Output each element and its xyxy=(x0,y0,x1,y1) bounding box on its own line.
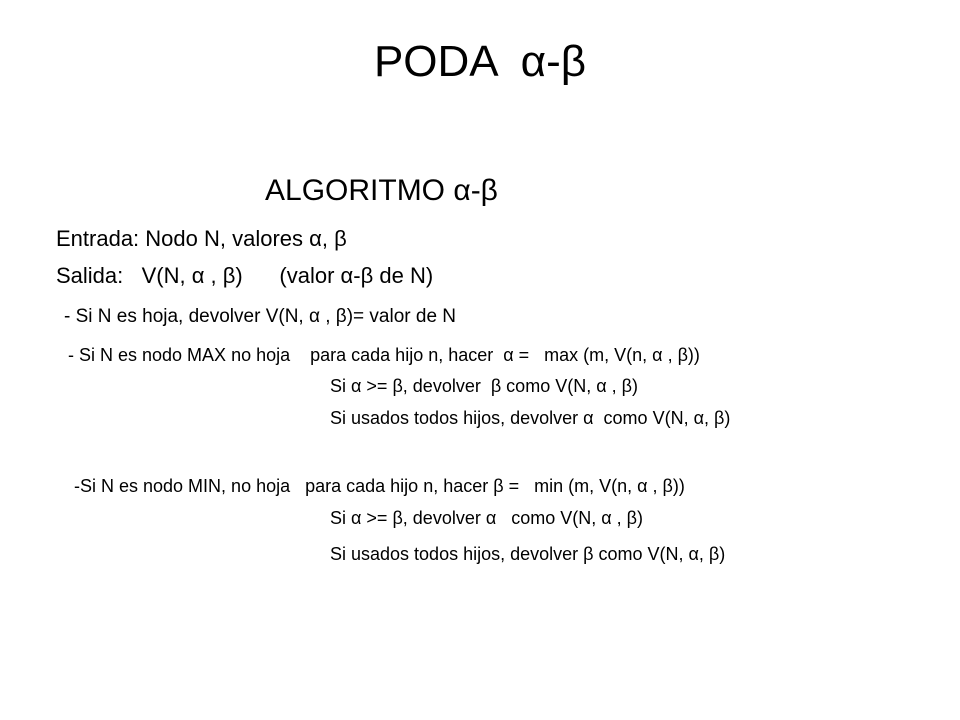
rule-min-cutoff: Si α >= β, devolver α como V(N, α , β) xyxy=(330,508,644,528)
rule-max-cutoff: Si α >= β, devolver β como V(N, α , β) xyxy=(330,376,638,396)
input-line: Entrada: Nodo N, valores α, β xyxy=(56,226,347,251)
output-line: Salida: V(N, α , β) (valor α-β de N) xyxy=(56,263,434,288)
rule-max-node: - Si N es nodo MAX no hoja para cada hijo n, hacer α = max (m, V(n, α , β)) xyxy=(68,345,700,365)
slide-title: PODA α-β xyxy=(373,37,587,86)
rule-leaf: - Si N es hoja, devolver V(N, α , β)= valor de N xyxy=(64,306,457,327)
algorithm-heading: ALGORITMO α-β xyxy=(265,174,498,207)
rule-min-return: Si usados todos hijos, devolver β como V(N, α, β) xyxy=(330,544,726,564)
rule-max-return: Si usados todos hijos, devolver α como V(N, α, β) xyxy=(330,408,731,428)
rule-min-node: -Si N es nodo MIN, no hoja para cada hijo n, hacer β = min (m, V(n, α , β)) xyxy=(74,476,685,496)
